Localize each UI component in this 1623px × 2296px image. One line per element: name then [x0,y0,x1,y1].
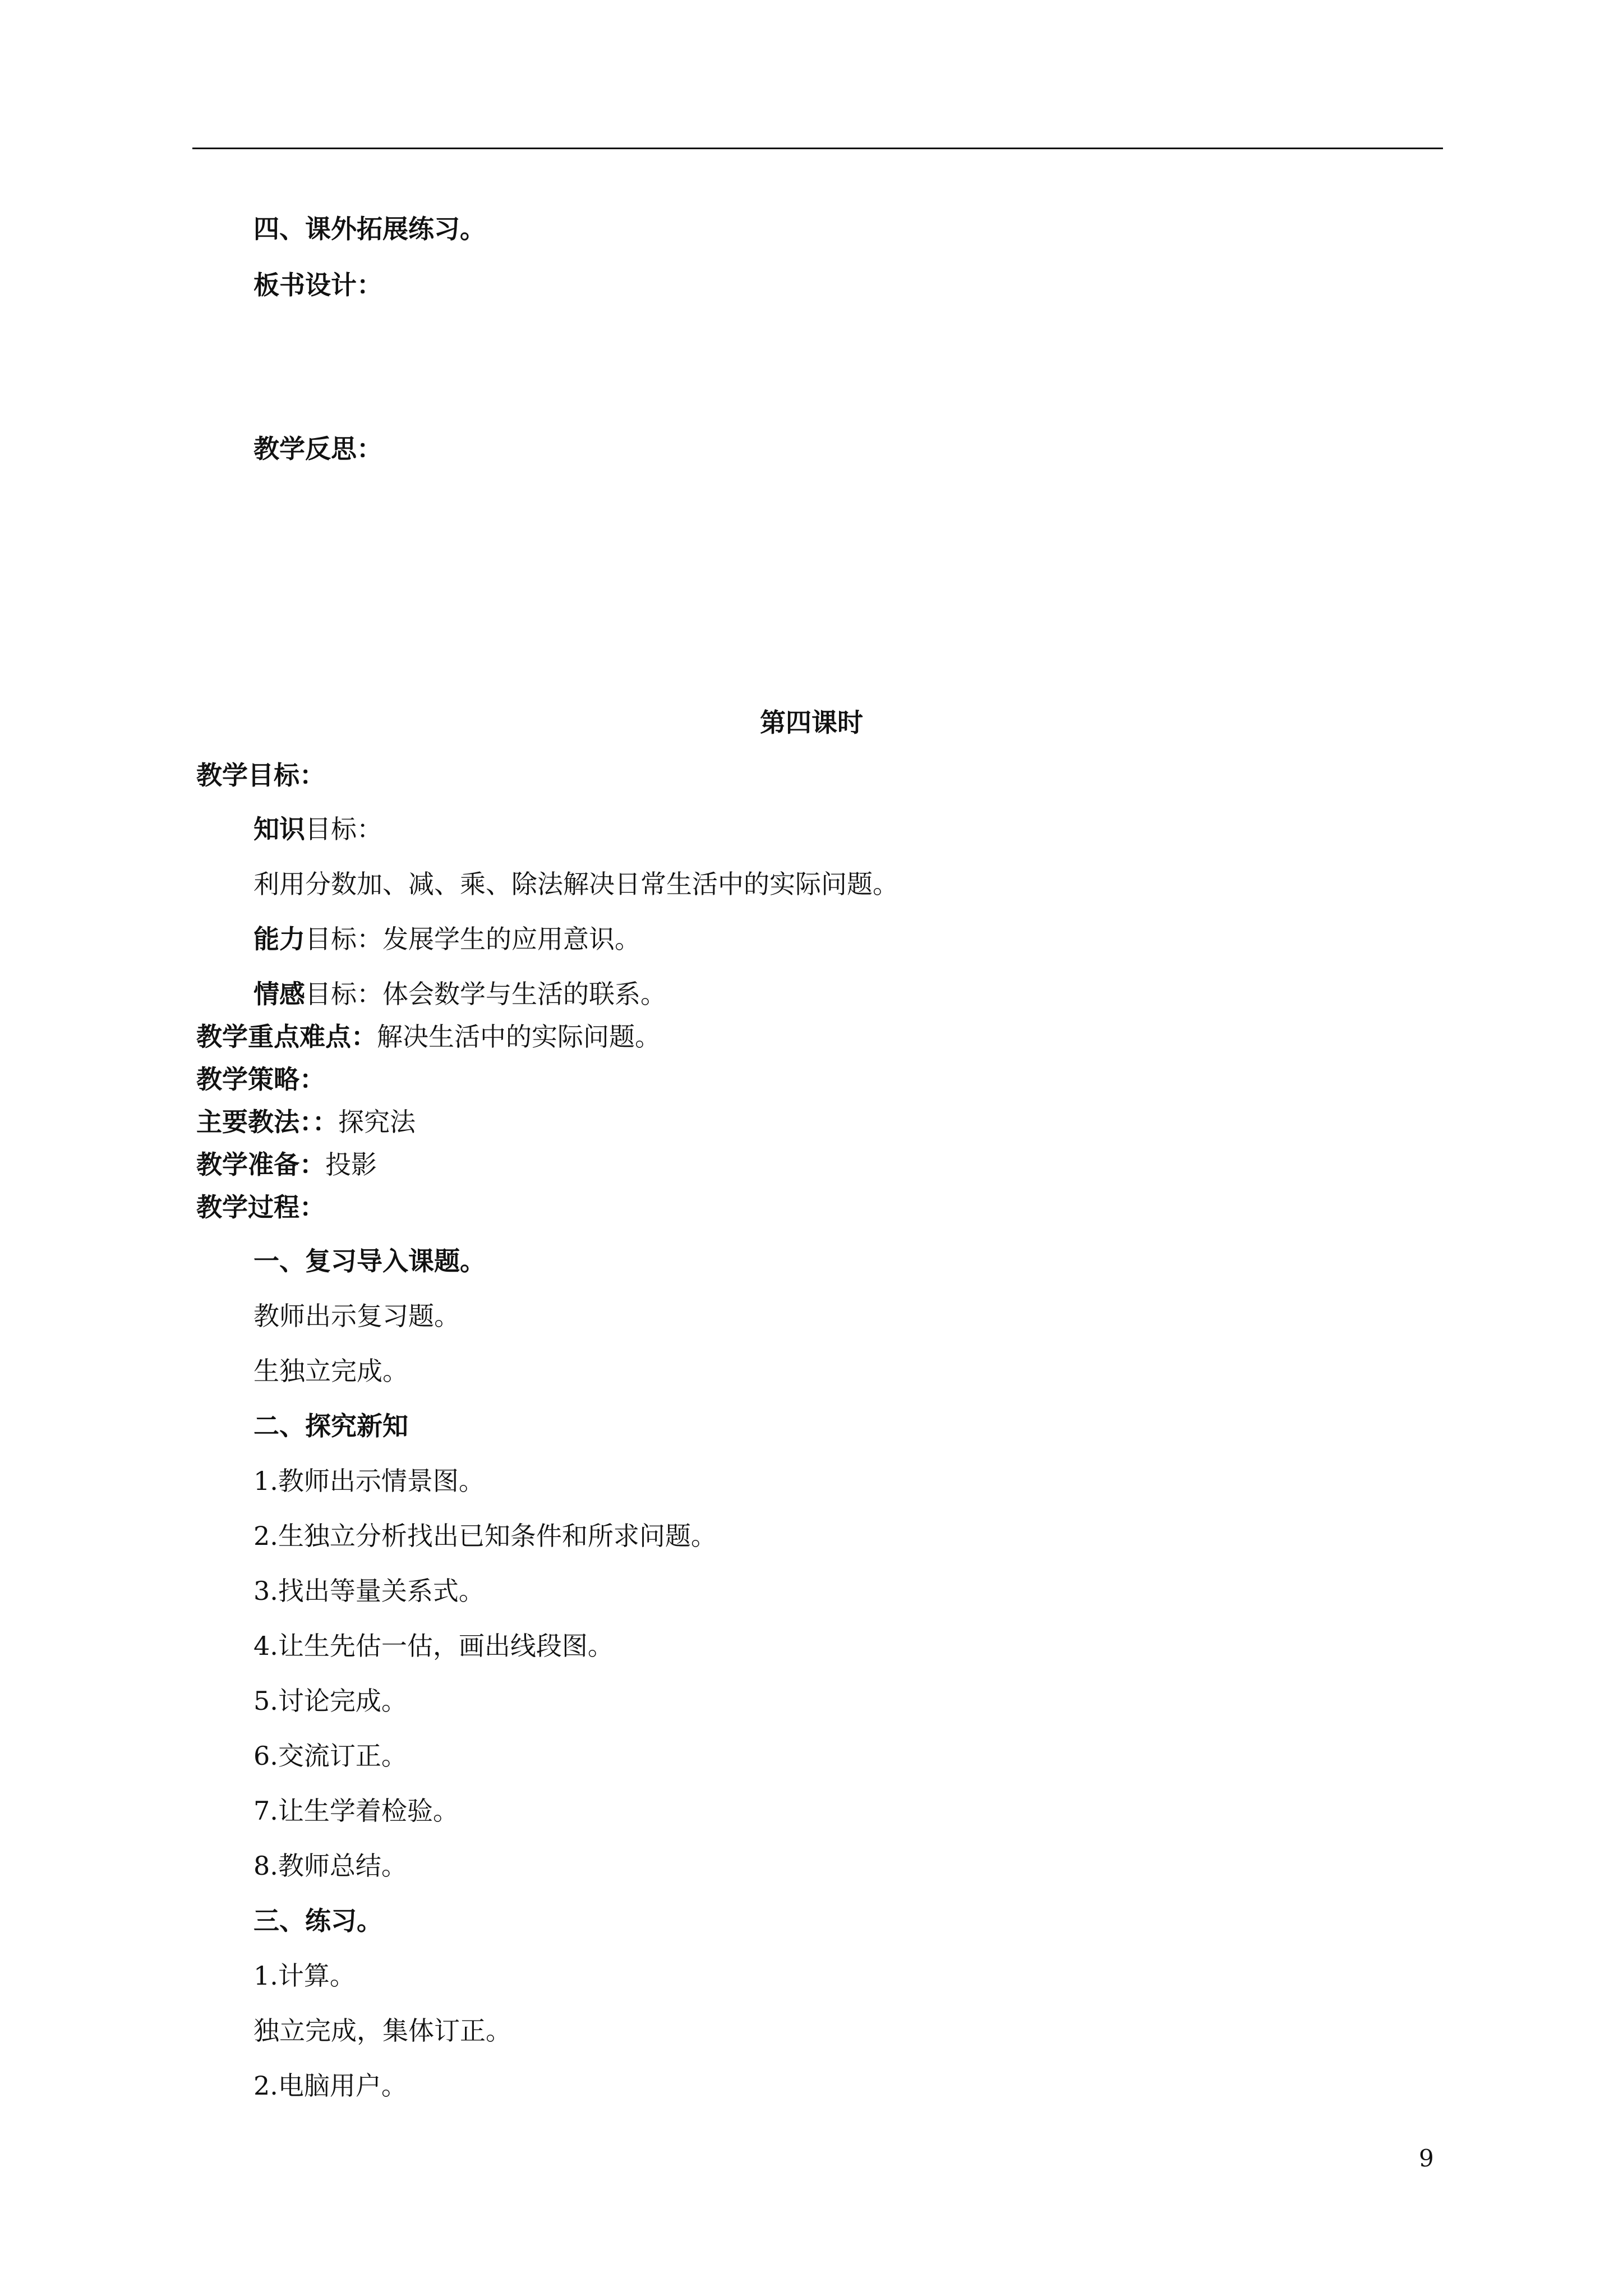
key-points-text: 解决生活中的实际问题。 [377,1022,661,1052]
step-three-item: 1.计算。 [253,1961,356,1991]
emotion-label: 情感 [253,979,305,1009]
step-three-title: 三、练习。 [253,1906,382,1936]
step-two-item: 4.让生先估一估，画出线段图。 [253,1631,614,1661]
main-method [196,1105,416,1139]
step-two-title: 二、探究新知 [253,1411,408,1441]
reflection-label: 教学反思： [253,434,382,464]
step-two-item: 3.找出等量关系式。 [253,1576,485,1606]
preparation-text: 投影 [325,1149,377,1180]
ability-objective [253,922,640,956]
board-design-label: 板书设计： [253,270,382,300]
knowledge-objective-label [253,812,382,846]
step-one-title: 一、复习导入课题。 [253,1246,486,1276]
step-one-item: 生独立完成。 [253,1356,408,1386]
knowledge-label-rest: 目标： [305,814,382,844]
process-label: 教学过程： [196,1192,325,1222]
knowledge-label: 知识 [253,814,305,844]
emotion-text: 目标：体会数学与生活的联系。 [305,979,666,1009]
header-rule [192,148,1443,149]
main-method-text: 探究法 [338,1107,416,1137]
section-four-title: 四、课外拓展练习。 [253,214,486,244]
step-two-item: 5.讨论完成。 [253,1686,407,1716]
key-points [196,1020,661,1053]
step-two-item: 7.让生学着检验。 [253,1796,459,1826]
step-two-item: 6.交流订正。 [253,1741,407,1771]
step-three-item: 独立完成，集体订正。 [253,2016,511,2046]
main-method-label: 主要教法：： [196,1107,338,1137]
strategy-label: 教学策略： [196,1064,325,1094]
step-three-item: 2.电脑用户。 [253,2070,407,2101]
emotion-objective [253,977,666,1011]
step-two-item: 8.教师总结。 [253,1851,407,1881]
ability-text: 目标：发展学生的应用意识。 [305,924,640,954]
preparation-label: 教学准备： [196,1149,325,1180]
page-number: 9 [1419,2145,1434,2172]
objectives-heading: 教学目标： [196,760,325,790]
knowledge-objective-text: 利用分数加、减、乘、除法解决日常生活中的实际问题。 [253,869,898,899]
lesson-title: 第四课时 [760,707,863,738]
preparation [196,1148,377,1181]
step-one-item: 教师出示复习题。 [253,1301,460,1331]
step-two-item: 2.生独立分析找出已知条件和所求问题。 [253,1521,717,1551]
step-two-item: 1.教师出示情景图。 [253,1466,485,1496]
key-points-label: 教学重点难点： [196,1022,377,1052]
ability-label: 能力 [253,924,305,954]
